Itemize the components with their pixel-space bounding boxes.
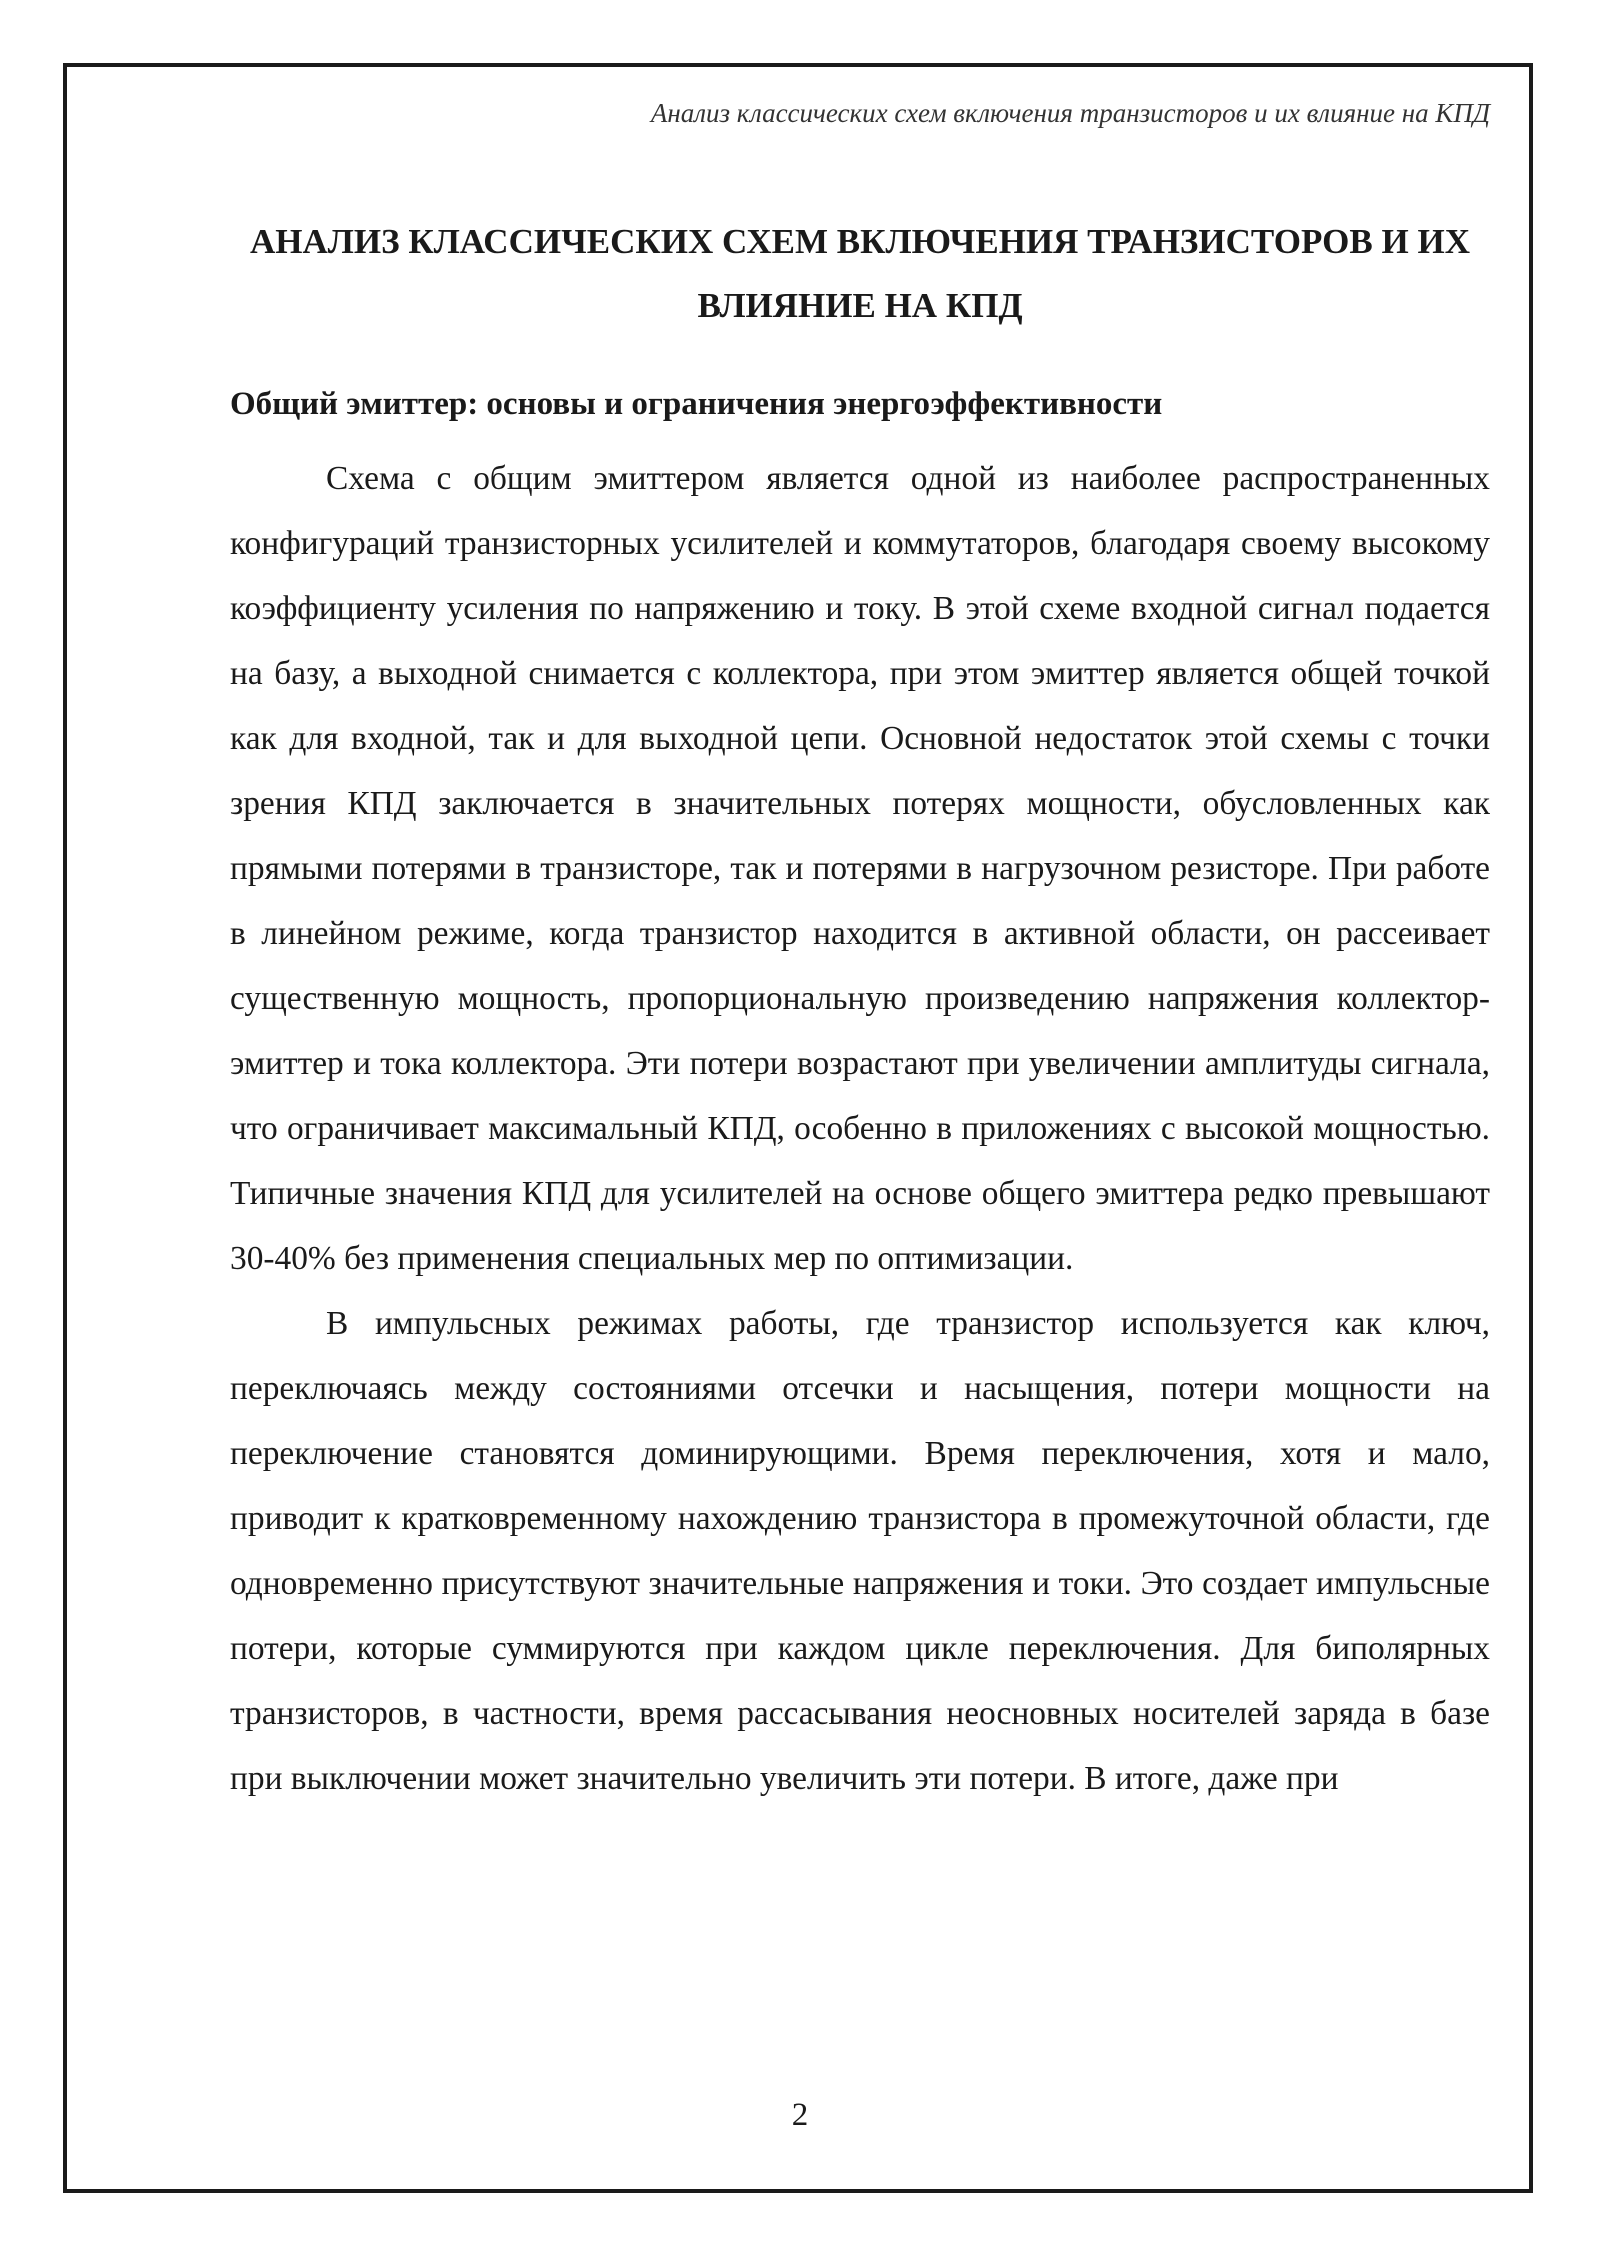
paragraph-1: Схема с общим эмиттером является одной из наиболее распространенных конфигураций транзисторных усилителей и коммутаторов, благодаря своему высокому коэффициенту усиления по напряжению и току. В этой схеме входной сигнал подается на базу, а выходной снимается с коллектора, при этом эмиттер является общей точкой как для входной, так и для выходной цепи. Основной недостаток этой схемы с точки зрения КПД заключается в значительных потерях мощности, обусловленных как прямыми потерями в транзисторе, так и потерями в нагрузочном резисторе. При работе в линейном режиме, когда транзистор находится в активной области, он рассеивает существенную мощность, пропорциональную произведению напряжения коллектор-эмиттер и тока коллектора. Эти потери возрастают при увеличении амплитуды сигнала, что ограничивает максимальный КПД, особенно в приложениях с высокой мощностью. Типичные значения КПД для усилителей на основе общего эмиттера редко превышают 30-40% без применения специальных мер по оптимизации. (230, 460, 1490, 1277)
document-title: АНАЛИЗ КЛАССИЧЕСКИХ СХЕМ ВКЛЮЧЕНИЯ ТРАНЗИСТОРОВ И ИХ ВЛИЯНИЕ НА КПД (250, 222, 1470, 325)
section-heading: Общий эмиттер: основы и ограничения энергоэффективности (230, 386, 1163, 422)
running-header: Анализ классических схем включения транзисторов и их влияние на КПД (650, 98, 1490, 128)
paragraph-2: В импульсных режимах работы, где транзистор используется как ключ, переключаясь между состояниями отсечки и насыщения, потери мощности на переключение становятся доминирующими. Время переключения, хотя и мало, приводит к кратковременному нахождению транзистора в промежуточной области, где одновременно присутствуют значительные напряжения и токи. Это создает импульсные потери, которые суммируются при каждом цикле переключения. Для биполярных транзисторов, в частности, время рассасывания неосновных носителей заряда в базе при выключении может значительно увеличить эти потери. В итоге, даже при (230, 1305, 1490, 1797)
page-number: 2 (791, 2097, 809, 2133)
document-body (230, 210, 1490, 1811)
